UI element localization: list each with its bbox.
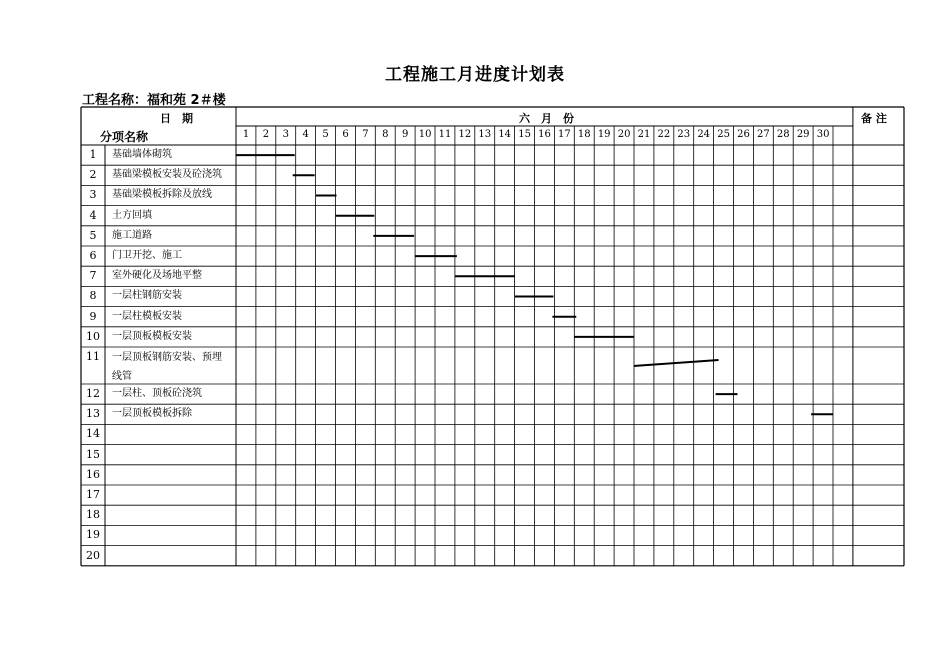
row-number: 17 <box>86 488 100 501</box>
day-label: 1 <box>242 129 250 140</box>
day-label: 9 <box>402 129 409 140</box>
day-label: 16 <box>538 129 551 140</box>
day-label: 8 <box>382 129 389 140</box>
row-number: 10 <box>86 329 100 343</box>
row-number: 4 <box>89 208 97 222</box>
day-label: 30 <box>816 129 830 140</box>
day-label: 19 <box>597 129 611 140</box>
row-number: 20 <box>86 548 100 562</box>
day-label: 27 <box>757 129 770 140</box>
task-name: 一层柱钢筋安装 <box>112 290 182 302</box>
header-date-label: 日 期 <box>160 112 193 125</box>
task-name: 室外硬化及场地平整 <box>112 270 202 282</box>
day-label: 26 <box>737 129 750 140</box>
day-label: 29 <box>796 129 810 140</box>
task-name: 门卫开挖、施工 <box>112 250 182 261</box>
day-label: 12 <box>458 129 472 140</box>
day-label: 7 <box>362 129 369 140</box>
day-label: 24 <box>697 129 711 140</box>
row-number: 7 <box>89 269 97 283</box>
row-number: 5 <box>89 228 97 242</box>
task-name: 土方回填 <box>112 209 152 221</box>
day-label: 25 <box>717 129 730 140</box>
day-label: 14 <box>498 129 512 140</box>
day-label: 23 <box>677 129 691 140</box>
day-label: 15 <box>518 129 531 140</box>
day-label: 10 <box>418 129 432 140</box>
day-label: 21 <box>637 129 651 140</box>
row-number: 2 <box>89 168 97 182</box>
task-name: 一层顶板钢筋安装、预埋线管 <box>112 352 222 382</box>
row-number: 18 <box>86 508 100 522</box>
task-name: 施工道路 <box>112 229 152 241</box>
row-number: 12 <box>86 387 100 400</box>
task-name: 一层柱模板安装 <box>112 310 182 322</box>
task-name: 基础梁模板安装及砼浇筑 <box>112 169 222 181</box>
day-label: 5 <box>322 129 329 140</box>
task-name: 基础墙体砌筑 <box>112 149 172 160</box>
row-number: 1 <box>89 148 97 161</box>
day-label: 20 <box>617 129 631 140</box>
row-number: 19 <box>86 528 100 542</box>
row-number: 16 <box>86 467 100 481</box>
day-label: 18 <box>577 129 591 140</box>
day-label: 28 <box>776 129 790 140</box>
day-label: 4 <box>302 129 309 140</box>
header-remarks-label: 备 注 <box>861 112 887 125</box>
task-name: 基础梁模板拆除及放线 <box>112 189 212 201</box>
header-month-label: 六 月 份 <box>519 112 574 125</box>
day-label: 6 <box>342 129 349 140</box>
task-name: 一层顶板模板拆除 <box>112 408 192 420</box>
row-number: 3 <box>89 188 97 202</box>
header-item-label: 分项名称 <box>100 130 149 144</box>
row-number: 8 <box>89 289 97 303</box>
page-title: 工程施工月进度计划表 <box>385 65 565 85</box>
gantt-bar <box>634 360 719 366</box>
day-label: 2 <box>262 129 270 140</box>
task-name: 一层顶板模板安装 <box>112 330 192 342</box>
day-label: 13 <box>478 129 492 140</box>
project-name: 工程名称：福和苑 2＃楼 <box>82 93 226 108</box>
row-number: 15 <box>86 447 100 461</box>
row-number: 14 <box>86 427 100 441</box>
row-number: 11 <box>86 350 100 363</box>
row-number: 6 <box>89 249 97 262</box>
row-number: 13 <box>86 407 100 421</box>
row-number: 9 <box>89 309 97 323</box>
task-name: 一层柱、顶板砼浇筑 <box>112 388 202 399</box>
day-label: 3 <box>282 129 289 140</box>
day-label: 22 <box>657 129 671 140</box>
day-label: 17 <box>558 129 571 140</box>
day-label: 11 <box>438 129 452 140</box>
